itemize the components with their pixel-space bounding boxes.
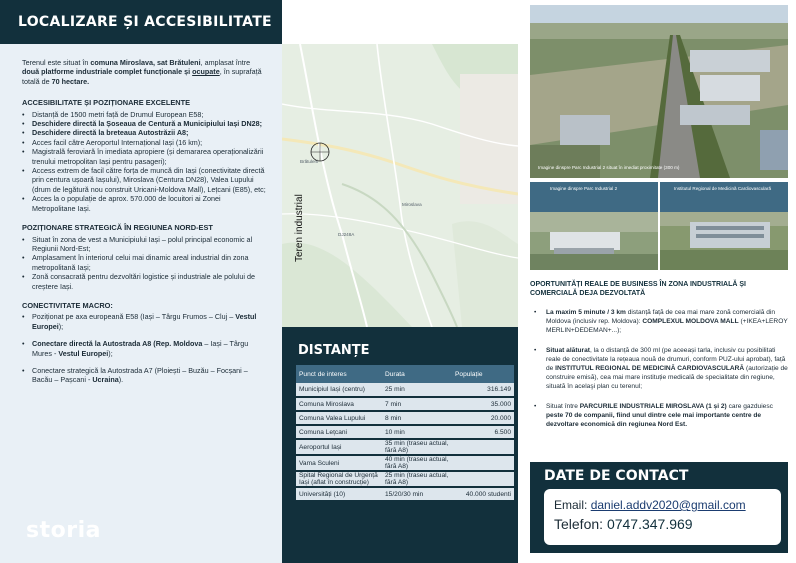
list-item [22, 253, 266, 272]
text-run: PARCURILE INDUSTRIALE MIROSLAVA (1 și 2) [579, 403, 727, 410]
parcel-label [286, 184, 326, 264]
text-run: Deschidere directă la Șoseaua de Centură a Municipiului Iași DN28; [32, 119, 263, 129]
cell-point: Municipiul Iași (centru) [296, 383, 382, 397]
list-item [22, 235, 266, 254]
table-row [296, 411, 514, 425]
phone-label: Telefon: [554, 516, 607, 532]
text-run: Situat între [546, 403, 580, 410]
table-row [296, 455, 514, 471]
cell-point: Comuna Lețcani [296, 425, 382, 439]
text-run: ocupate [192, 67, 220, 77]
col-population: Populație [452, 365, 514, 383]
text-run: Access extrem de facil către forța de muncă din Iași (conectivitate directă prin centura ușoară Iașului), Miroslava (Centura DN28), Valea Lupului (drum de legătură nou construit Uricani-Moldova Mall), Lețcani (E85), etc; [32, 166, 266, 194]
cell-population: 316.149 [452, 383, 514, 397]
cell-population: 40.000 studenti [452, 487, 514, 501]
table-row [296, 425, 514, 439]
text-run: două platforme industriale complet funcționale și [22, 67, 193, 77]
cell-point: Universități (10) [296, 487, 382, 501]
text-run: COMPLEXUL MOLDOVA MALL [642, 318, 739, 325]
phone-row [554, 515, 771, 534]
aerial-photo-top [530, 5, 788, 178]
map-place-miroslava: Miroslava [402, 202, 422, 207]
text-run: , în suprafață totală de [22, 67, 262, 86]
text-run: Vestul Europei [58, 348, 109, 358]
text-run: (autorizație de construire emisă), cea mai mare instituție medicală de specialitate din regiune, situată în acelaşi plan cu terenul; [546, 365, 788, 390]
text-run: Distanță de 1500 metri față de Drumul European E58; [32, 109, 204, 119]
table-row [296, 397, 514, 411]
text-run: Conectare directă la Autostrada A8 ( [32, 339, 156, 349]
access-list [22, 110, 266, 213]
text-run: Amplasament în interiorul celui mai dinamic areal industrial din zona metropolitană Iași; [32, 253, 249, 272]
cell-duration: 25 min [382, 383, 452, 397]
text-run: care gazduiesc [726, 403, 773, 410]
text-run: ); [108, 348, 113, 358]
cell-point: Aeroportul Iași [296, 439, 382, 455]
cell-point: Comuna Miroslava [296, 397, 382, 411]
list-item [530, 402, 788, 429]
list-item [22, 194, 266, 213]
left-body [0, 44, 282, 563]
caption-top: Imagine dinspre Parc Industrial 2 situat în imediat proximitate (300 m) [538, 165, 680, 170]
parcel-label-text: Teren industrial [294, 194, 305, 262]
text-run: , amplasat între [200, 58, 251, 67]
text-run: Conectare strategică la Autostrada A7 (Ploiești – Buzău – Focșani – Bacău – Pașcani - [32, 365, 248, 385]
location-map [282, 44, 518, 327]
aerial-photo-left-graphic [530, 182, 658, 270]
cell-population [452, 471, 514, 487]
storia-logo: storia [26, 518, 101, 543]
cell-population: 6.500 [452, 425, 514, 439]
list-item [22, 166, 266, 194]
cell-duration: 40 min (traseu actual, fără A8) [382, 455, 452, 471]
aerial-photo-right-graphic [660, 182, 788, 270]
text-run: – Iași – Târgu Mures - [32, 339, 249, 358]
text-run: Situat alăturat [546, 347, 590, 354]
email-label: Email: [554, 498, 591, 512]
text-run: , la o distanță de 300 ml (pe aceeași tarla, inclusiv cu posibilitati reale de conectivitate la rețeaua nouă de drumuri, conform PUZ-ului aprobat), față de [546, 347, 786, 372]
cell-duration: 7 min [382, 397, 452, 411]
text-run: (+IKEA+LEROY MERLIN+DEDEMAN+...); [546, 318, 788, 334]
left-column [0, 0, 282, 563]
text-run: Ucraina [92, 375, 119, 385]
text-run: ); [58, 321, 64, 331]
phone-number[interactable]: 0747.347.969 [606, 516, 693, 532]
cell-point: Comuna Valea Lupului [296, 411, 382, 425]
opportunities-heading: OPORTUNITĂȚI REALE DE BUSINESS ÎN ZONA INDUSTRIALĂ ȘI COMERCIALĂ DEJA DEZVOLTATĂ [530, 281, 746, 297]
text-run: Situat în zona de vest a Municipiului Iași – polul principal economic al Regiunii Nord-Est; [32, 234, 253, 253]
text-run: Deschidere directă la breteaua Autostrăzii A8; [32, 128, 189, 138]
map-place-bratuleni: Brătuleni [300, 159, 319, 164]
cell-population [452, 455, 514, 471]
text-run: Magistrală feroviară în imediata apropiere (și demararea operaționalizării trenului metropolitan Iași pentru pasageri); [32, 147, 264, 166]
text-run: ). [118, 375, 124, 385]
text-run: 70 hectare. [51, 76, 90, 86]
list-item [22, 119, 266, 128]
strategic-list [22, 235, 266, 291]
text-run: Vestul Europei [32, 312, 257, 331]
cell-duration: 10 min [382, 425, 452, 439]
table-row [296, 439, 514, 455]
table-row [296, 487, 514, 501]
text-run: Acces facil către Aeroportul Internațional Iași (16 km); [32, 137, 203, 147]
cell-population: 20.000 [452, 411, 514, 425]
list-item [22, 128, 266, 137]
section-title-location: LOCALIZARE ȘI ACCESIBILITATE [18, 14, 272, 30]
distances-panel [282, 327, 518, 563]
table-row [296, 383, 514, 397]
table-row [296, 471, 514, 487]
text-run: peste 70 de companii, fiind unul dintre cele mai importante centre de dezvoltare economică din regiunea Nord Est. [546, 412, 762, 428]
cell-point: Vama Sculeni [296, 455, 382, 471]
list-item [22, 339, 266, 358]
text-run: Zonă consacrată pentru dezvoltări logistice și industriale ale polului de creștere Iași. [32, 272, 255, 291]
text-run: distanță față de cea mai mare zonă comercială din Moldova (inclusiv rep. Moldova): [546, 309, 776, 325]
list-item [22, 272, 266, 291]
list-item [530, 308, 788, 335]
aerial-photo-top-graphic [530, 5, 788, 178]
aerial-photo-left [530, 182, 658, 270]
cell-duration: 15/20/30 min [382, 487, 452, 501]
map-place-road: DJ248A [338, 232, 355, 237]
cell-duration: 25 min (traseu actual, fără A8) [382, 471, 452, 487]
text-run: comuna Miroslava, sat Brătuleni [90, 58, 201, 67]
distances-title: DISTANȚE [298, 343, 370, 358]
contact-box [544, 489, 781, 545]
distances-body [296, 383, 514, 501]
list-item [22, 366, 266, 385]
macro-list [22, 312, 266, 384]
cell-point: Spital Regional de Urgență Iași (aflat în construcție) [296, 471, 382, 487]
contact-title: DATE DE CONTACT [544, 468, 689, 484]
list-item [22, 138, 266, 147]
aerial-photo-right [660, 182, 788, 270]
list-item [530, 346, 788, 391]
text-run: Acces la o populație de aprox. 570.000 de locuitori ai Zonei Metropolitane Iași. [32, 194, 221, 213]
text-run: Terenul este situat în [22, 58, 91, 67]
text-run: La maxim 5 minute / 3 km [546, 309, 626, 316]
list-item [22, 110, 266, 119]
distances-header-row [296, 365, 514, 383]
text-run: INSTITUTUL REGIONAL DE MEDICINĂ CARDIOVASCULARĂ [555, 365, 745, 372]
opportunities-list [530, 308, 788, 429]
cell-population [452, 439, 514, 455]
caption-right: Institutul Regional de Medicină Cardiovasculară [674, 186, 772, 191]
list-item [22, 147, 266, 166]
cell-duration: 8 min [382, 411, 452, 425]
email-row [554, 496, 771, 515]
intro-paragraph [22, 58, 266, 86]
business-opportunities [530, 280, 788, 440]
contact-panel [530, 462, 788, 553]
cell-duration: 35 min (traseu actual, fără A8) [382, 439, 452, 455]
email-link[interactable]: daniel.addv2020@gmail.com [590, 498, 746, 512]
col-point: Punct de interes [296, 365, 382, 383]
access-heading: ACCESIBILITATE ȘI POZIȚIONARE EXCELENTE [22, 98, 191, 108]
strategic-heading: POZIȚIONARE STRATEGICĂ ÎN REGIUNEA NORD-EST [22, 223, 213, 233]
col-duration: Durata [382, 365, 452, 383]
text-run: Poziționat pe axa europeană E58 (Iași – Târgu Frumos – Cluj – [32, 312, 236, 322]
list-item [22, 312, 266, 331]
text-run: Rep. Moldova [155, 339, 203, 349]
caption-left: Imagine dinspre Parc Industrial 2 [550, 186, 618, 191]
cell-population: 35.000 [452, 397, 514, 411]
macro-heading: CONECTIVITATE MACRO: [22, 300, 113, 310]
distances-table [296, 365, 514, 502]
left-header [0, 0, 282, 44]
